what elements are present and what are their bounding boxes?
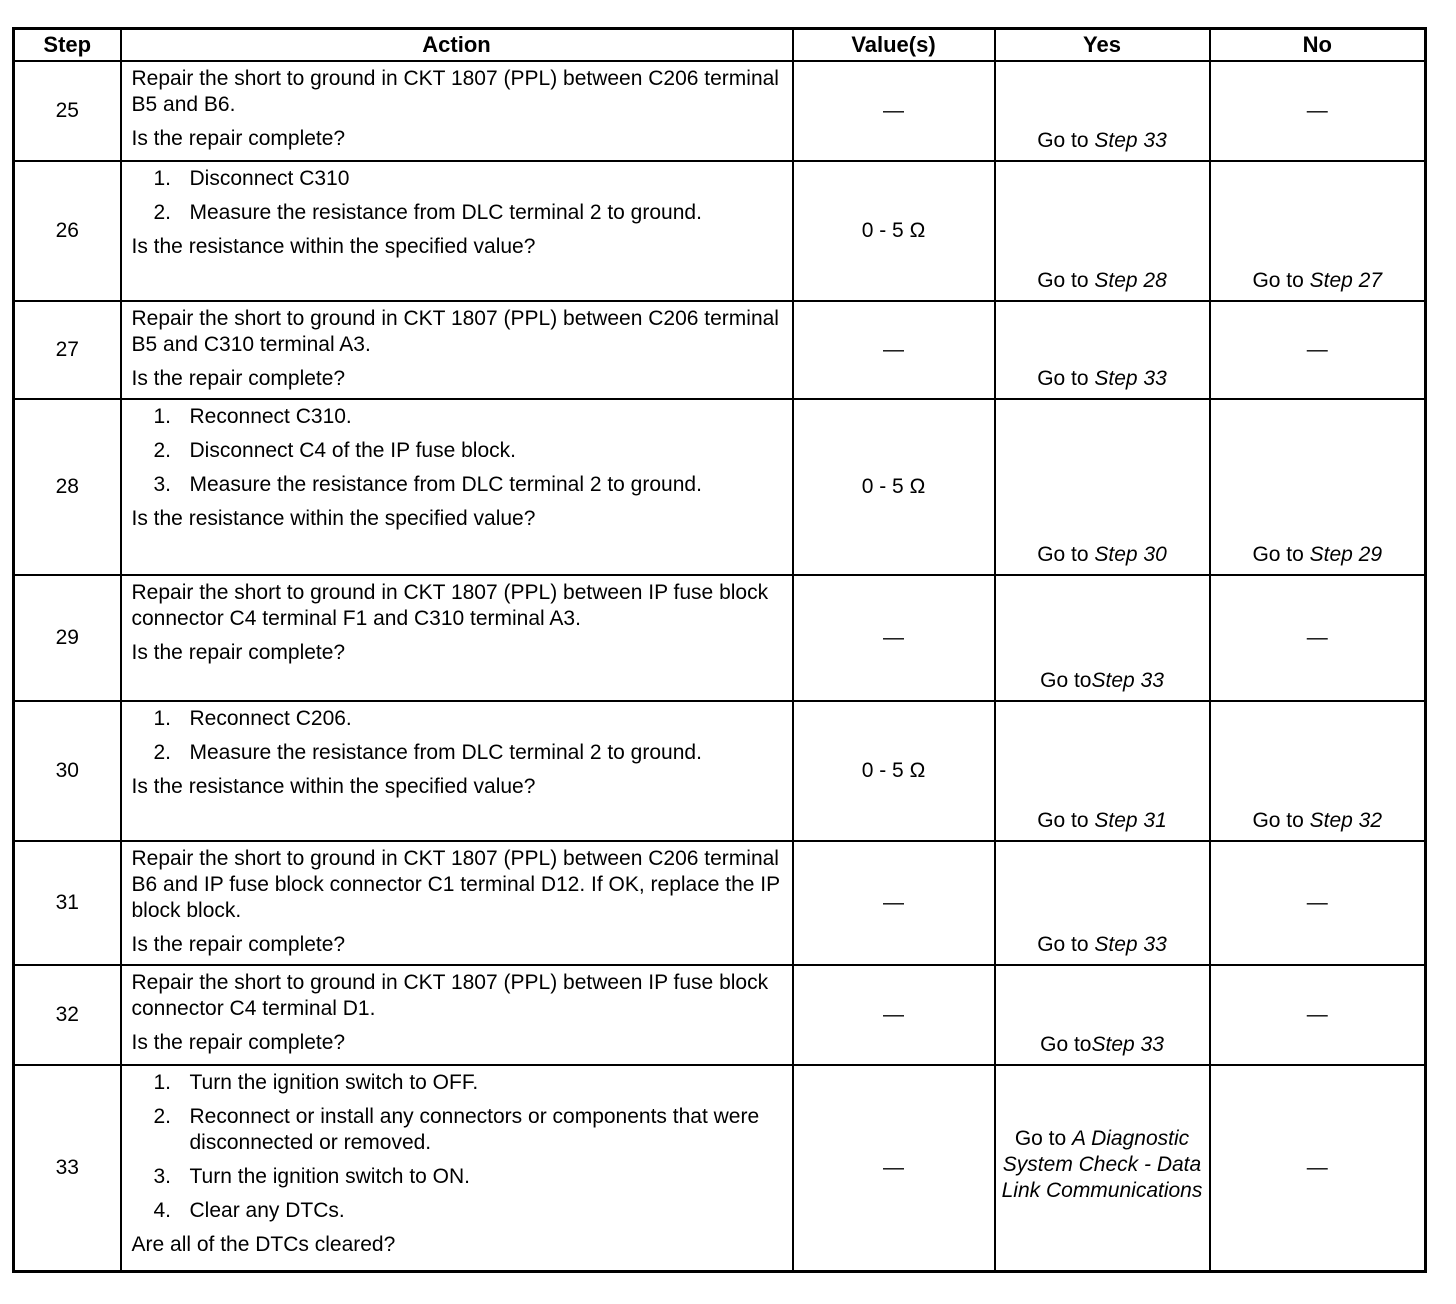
- header-row: [14, 29, 1426, 62]
- yes-prefix: Go to: [1037, 809, 1095, 832]
- yes-prefix: Go to: [1014, 1126, 1073, 1150]
- no-step-link[interactable]: Step 29: [1309, 543, 1383, 566]
- action-list-item: 1. Reconnect C206.: [153, 707, 352, 730]
- action-cell: [121, 841, 793, 965]
- action-list-item: 2. Reconnect or install any connectors or components that were disconnected or removed.: [153, 1105, 760, 1154]
- action-text: Repair the short to ground in CKT 1807 (PPL) between IP fuse block connector C4 terminal D1.: [131, 971, 769, 1020]
- action-list: [132, 1070, 784, 1224]
- action-text: Repair the short to ground in CKT 1807 (PPL) between IP fuse block connector C4 terminal F1 and C310 terminal A3.: [131, 581, 769, 630]
- step-number: 27: [14, 301, 121, 399]
- action-text: Repair the short to ground in CKT 1807 (PPL) between C206 terminal B6 and IP fuse block connector C1 terminal D12. If OK, replace the IP block block.: [131, 847, 780, 922]
- action-question: Is the resistance within the specified value?: [131, 775, 536, 798]
- value-dash: —: [883, 626, 904, 649]
- value-cell: [793, 61, 995, 161]
- no-step-link[interactable]: Step 27: [1309, 269, 1383, 292]
- yes-cell: [995, 965, 1210, 1065]
- no-dash: —: [1306, 338, 1328, 361]
- step-number: 33: [14, 1065, 121, 1271]
- action-list-item: 3. Turn the ignition switch to ON.: [153, 1165, 471, 1188]
- step-number: 31: [14, 841, 121, 965]
- value-cell: [793, 301, 995, 399]
- value-dash: —: [883, 1003, 904, 1026]
- yes-step-link[interactable]: Step 30: [1094, 543, 1167, 566]
- yes-cell: [995, 1065, 1210, 1271]
- action-list-item: 1. Reconnect C310.: [153, 405, 352, 428]
- no-cell: [1210, 841, 1426, 965]
- value-cell: [793, 841, 995, 965]
- value-dash: —: [883, 338, 904, 361]
- header-action: Action: [121, 29, 793, 62]
- value-dash: —: [883, 891, 904, 914]
- table-row: [14, 841, 1426, 965]
- table-row: [14, 301, 1426, 399]
- action-question: Is the repair complete?: [131, 367, 346, 390]
- value-cell: 0 - 5 Ω: [793, 701, 995, 841]
- action-question: Are all of the DTCs cleared?: [131, 1233, 396, 1256]
- value-dash: —: [883, 1155, 904, 1179]
- yes-step-link[interactable]: Step 28: [1094, 269, 1167, 292]
- step-number: 30: [14, 701, 121, 841]
- yes-cell: [995, 701, 1210, 841]
- table-row: [14, 701, 1426, 841]
- step-number: 25: [14, 61, 121, 161]
- yes-prefix: Go to: [1037, 129, 1095, 152]
- yes-prefix: Go to: [1040, 1033, 1092, 1056]
- no-dash: —: [1306, 891, 1328, 914]
- value-cell: 0 - 5 Ω: [793, 399, 995, 575]
- action-cell: [121, 701, 793, 841]
- yes-step-link[interactable]: Step 33: [1091, 669, 1164, 692]
- diagnostic-table: [12, 27, 1427, 1273]
- action-cell: [121, 301, 793, 399]
- step-number: 28: [14, 399, 121, 575]
- yes-prefix: Go to: [1037, 269, 1095, 292]
- action-list-item: 1. Disconnect C310: [153, 167, 350, 190]
- no-dash: —: [1306, 1155, 1328, 1179]
- table-row: [14, 161, 1426, 301]
- no-cell: [1210, 965, 1426, 1065]
- yes-cell: [995, 841, 1210, 965]
- value-cell: [793, 575, 995, 701]
- no-dash: —: [1306, 99, 1328, 122]
- action-list: [132, 166, 784, 226]
- no-cell: [1210, 161, 1426, 301]
- value-cell: [793, 965, 995, 1065]
- action-list: [132, 404, 784, 498]
- action-cell: [121, 965, 793, 1065]
- header-values: Value(s): [793, 29, 995, 62]
- action-text: Repair the short to ground in CKT 1807 (PPL) between C206 terminal B5 and C310 terminal A3.: [131, 307, 779, 356]
- value-cell: [793, 1065, 995, 1271]
- action-cell: [121, 161, 793, 301]
- yes-diagnostic-link[interactable]: A Diagnostic System Check - Data Link Communications: [1001, 1126, 1203, 1202]
- table-row: [14, 61, 1426, 161]
- yes-prefix: Go to: [1040, 669, 1092, 692]
- action-list-item: 2. Measure the resistance from DLC terminal 2 to ground.: [153, 201, 702, 224]
- action-cell: [121, 61, 793, 161]
- no-cell: [1210, 701, 1426, 841]
- table-row: [14, 399, 1426, 575]
- no-cell: [1210, 301, 1426, 399]
- yes-step-link[interactable]: Step 33: [1091, 1033, 1164, 1056]
- action-list-item: 1. Turn the ignition switch to OFF.: [153, 1071, 479, 1094]
- action-cell: [121, 1065, 793, 1271]
- action-cell: [121, 399, 793, 575]
- yes-prefix: Go to: [1037, 367, 1095, 390]
- yes-cell: [995, 301, 1210, 399]
- table-row: [14, 965, 1426, 1065]
- table-row: [14, 575, 1426, 701]
- yes-cell: [995, 61, 1210, 161]
- action-cell: [121, 575, 793, 701]
- no-cell: [1210, 1065, 1426, 1271]
- action-question: Is the repair complete?: [131, 1031, 346, 1054]
- no-prefix: Go to: [1252, 269, 1310, 292]
- no-step-link[interactable]: Step 32: [1309, 809, 1383, 832]
- yes-step-link[interactable]: Step 33: [1094, 933, 1167, 956]
- yes-step-link[interactable]: Step 33: [1094, 367, 1167, 390]
- step-number: 26: [14, 161, 121, 301]
- no-dash: —: [1306, 1003, 1328, 1026]
- action-question: Is the resistance within the specified value?: [131, 507, 536, 530]
- no-prefix: Go to: [1252, 543, 1310, 566]
- action-text: Repair the short to ground in CKT 1807 (PPL) between C206 terminal B5 and B6.: [131, 67, 779, 116]
- action-question: Is the repair complete?: [131, 127, 346, 150]
- header-step: Step: [14, 29, 121, 62]
- no-cell: [1210, 575, 1426, 701]
- table-row: [14, 1065, 1426, 1271]
- yes-prefix: Go to: [1037, 543, 1095, 566]
- yes-step-link[interactable]: Step 31: [1094, 809, 1167, 832]
- value-dash: —: [883, 99, 904, 122]
- action-list-item: 2. Measure the resistance from DLC terminal 2 to ground.: [153, 741, 702, 764]
- action-list-item: 2. Disconnect C4 of the IP fuse block.: [153, 439, 516, 462]
- action-question: Is the resistance within the specified value?: [131, 235, 536, 258]
- yes-cell: [995, 399, 1210, 575]
- step-number: 29: [14, 575, 121, 701]
- action-question: Is the repair complete?: [131, 641, 346, 664]
- no-cell: [1210, 399, 1426, 575]
- yes-cell: [995, 161, 1210, 301]
- yes-step-link[interactable]: Step 33: [1094, 129, 1167, 152]
- action-list-item: 3. Measure the resistance from DLC terminal 2 to ground.: [153, 473, 702, 496]
- step-number: 32: [14, 965, 121, 1065]
- no-prefix: Go to: [1252, 809, 1310, 832]
- no-cell: [1210, 61, 1426, 161]
- header-no: No: [1210, 29, 1426, 62]
- no-dash: —: [1306, 626, 1328, 649]
- value-cell: 0 - 5 Ω: [793, 161, 995, 301]
- yes-prefix: Go to: [1037, 933, 1095, 956]
- header-yes: Yes: [995, 29, 1210, 62]
- action-question: Is the repair complete?: [131, 933, 346, 956]
- action-list-item: 4. Clear any DTCs.: [153, 1199, 345, 1222]
- yes-cell: [995, 575, 1210, 701]
- action-list: [132, 706, 784, 766]
